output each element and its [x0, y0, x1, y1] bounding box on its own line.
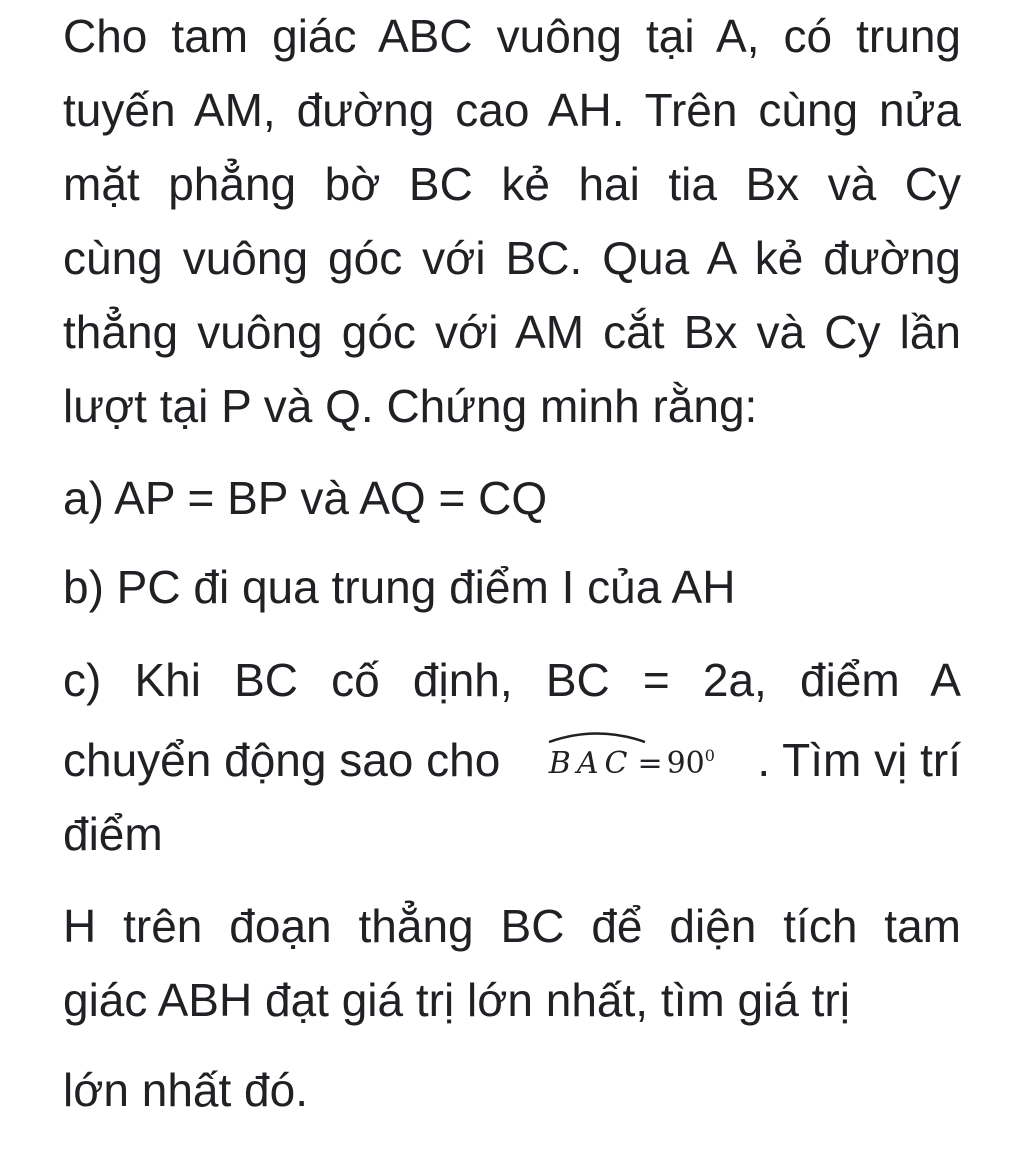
part-c-text-before: chuyển động sao cho: [63, 734, 501, 786]
intro-line-2: tuyến AM, đường cao AH. Trên cùng nửa: [63, 84, 961, 136]
part-b: b) PC đi qua trung điểm I của AH: [63, 561, 736, 613]
arc-hat-icon: [547, 729, 647, 743]
part-c-line-3: điểm: [63, 808, 163, 860]
part-c-text-after: . Tìm vị trí: [757, 734, 961, 786]
intro-line-5: thẳng vuông góc với AM cắt Bx và Cy lần: [63, 306, 961, 358]
part-a: a) AP = BP và AQ = CQ: [63, 472, 548, 524]
degree-mark: 0: [704, 746, 715, 765]
intro-line-3: mặt phẳng bờ BC kẻ hai tia Bx và Cy: [63, 158, 961, 210]
part-c-line-6: lớn nhất đó.: [63, 1064, 309, 1116]
angle-formula: [549, 741, 715, 779]
part-c-line-2: [63, 730, 961, 790]
part-c-line-5: giác ABH đạt giá trị lớn nhất, tìm giá trị: [63, 974, 850, 1026]
intro-line-4: cùng vuông góc với BC. Qua A kẻ đường: [63, 232, 961, 284]
part-c-line-4: H trên đoạn thẳng BC để diện tích tam: [63, 900, 961, 952]
equals-sign: =: [637, 746, 663, 781]
angle-bac: [548, 746, 634, 781]
angle-letters: BAC: [548, 746, 634, 781]
angle-value: 90: [666, 746, 705, 781]
intro-line-6: lượt tại P và Q. Chứng minh rằng:: [63, 380, 758, 432]
part-c-line-1: c) Khi BC cố định, BC = 2a, điểm A: [63, 654, 961, 706]
intro-line-1: Cho tam giác ABC vuông tại A, có trung: [63, 10, 961, 62]
